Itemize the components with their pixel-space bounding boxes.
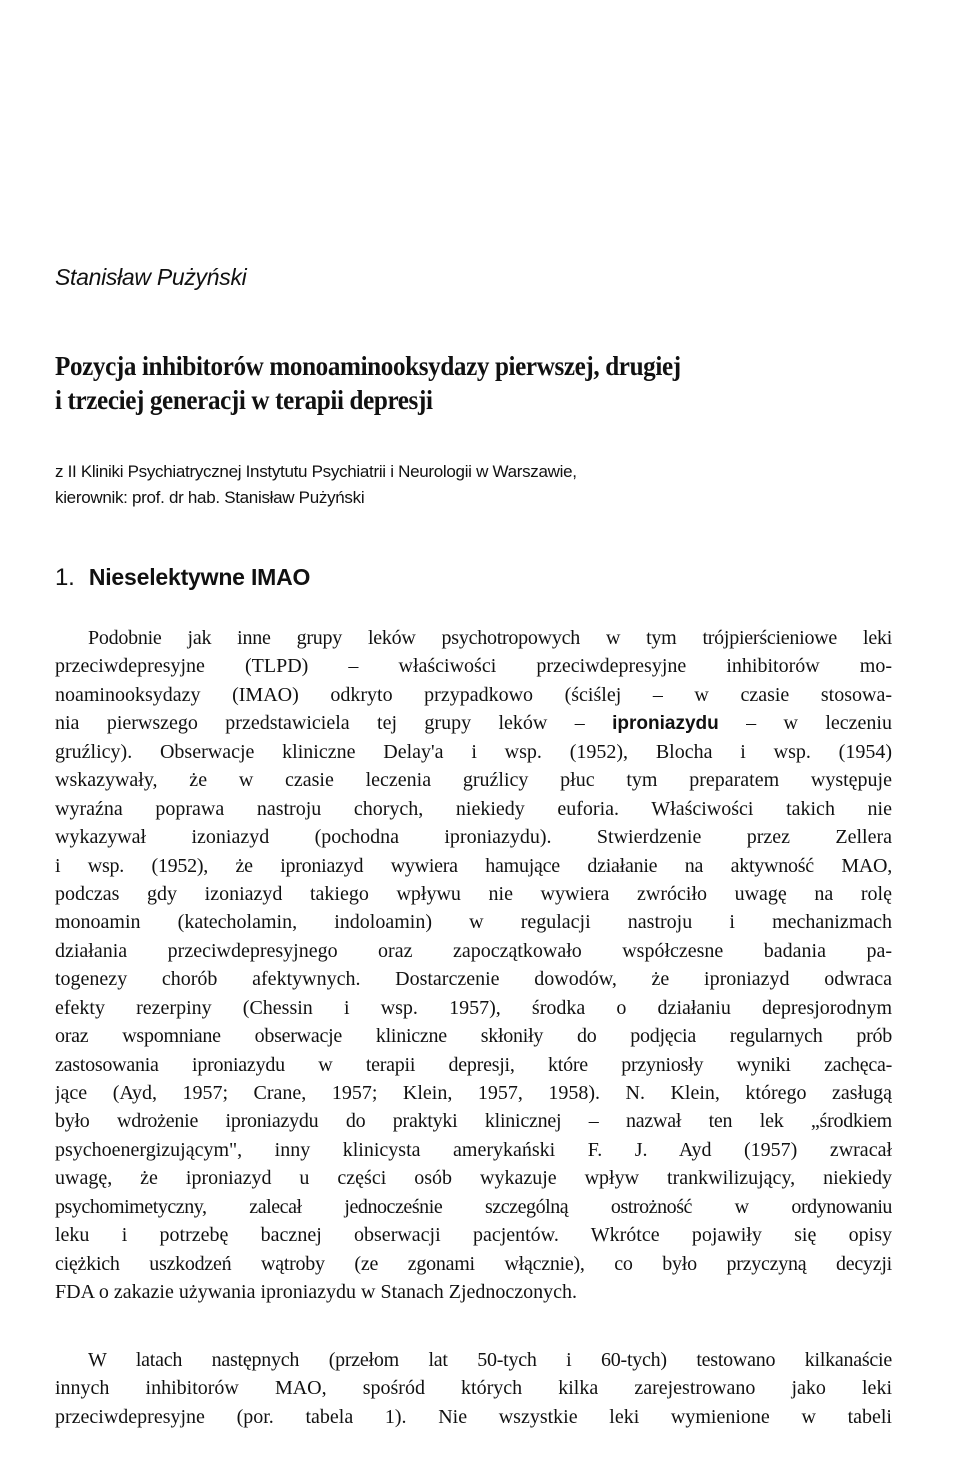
text-line: psychoenergizującym", inny klinicysta amerykański F. J. Ayd (1957) zwracał — [55, 1138, 892, 1161]
text-line: przeciwdepresyjne (por. tabela 1). Nie wszystkie leki wymienione w tabeli — [55, 1405, 892, 1428]
document-page — [55, 0, 892, 1476]
text-line: FDA o zakazie używania iproniazydu w Stanach Zjednoczonych. — [55, 1281, 578, 1304]
text-line: oraz wspomniane obserwacje kliniczne skłoniły do podjęcia regularnych prób — [55, 1025, 892, 1048]
title-line: Pozycja inhibitorów monoaminooksydazy pierwszej, drugiej — [55, 351, 681, 381]
text-line: i wsp. (1952), że iproniazyd wywiera hamujące działanie na aktywność MAO, — [55, 854, 892, 877]
author-name: Stanisław Pużyński — [55, 264, 247, 290]
paragraph-1 — [55, 624, 892, 1307]
text-line: psychomimetyczny, zalecał jednocześnie szczególną ostrożność w ordynowaniu — [55, 1195, 892, 1218]
text-line: zastosowania iproniazydu w terapii depresji, które przyniosły wyniki zachęca- — [55, 1053, 892, 1076]
article-title — [55, 349, 833, 417]
text-line: Podobnie jak inne grupy leków psychotropowych w tym trójpierścieniowe leki — [88, 627, 892, 649]
text-line: wskazywały, że w czasie leczenia gruźlicy płuc tym preparatem występuje — [55, 769, 892, 792]
text-line: togenezy chorób afektywnych. Dostarczenie dowodów, że iproniazyd odwraca — [55, 968, 892, 991]
text-line: działania przeciwdepresyjnego oraz zapoczątkowało współczesne badania pa- — [55, 939, 892, 962]
text-line: ciężkich uszkodzeń wątroby (ze zgonami włącznie), co było przyczyną decyzji — [55, 1252, 892, 1275]
affiliation-line: kierownik: prof. dr hab. Stanisław Pużyński — [55, 488, 365, 507]
text-line: monoamin (katecholamin, indoloamin) w regulacji nastroju i mechanizmach — [55, 911, 892, 934]
emphasized-term: iproniazydu — [612, 713, 719, 735]
text-line: noaminooksydazy (IMAO) odkryto przypadkowo (ściślej – w czasie stosowa- — [55, 683, 892, 706]
text-line: przeciwdepresyjne (TLPD) – właściwości przeciwdepresyjne inhibitorów mo- — [55, 655, 892, 678]
text-line: wykazywał izoniazyd (pochodna iproniazydu). Stwierdzenie przez Zellera — [55, 826, 892, 849]
section-heading — [55, 564, 310, 592]
text-line: uwagę, że iproniazyd u części osób wykazuje wpływ trankwilizujący, niekiedy — [55, 1167, 892, 1190]
text-line: było wdrożenie iproniazydu do praktyki klinicznej – nazwał ten lek „środkiem — [55, 1110, 892, 1133]
affiliation — [55, 459, 577, 511]
text-line: podczas gdy izoniazyd takiego wpływu nie wywiera zwróciło uwagę na rolę — [55, 882, 892, 905]
text-line: jące (Ayd, 1957; Crane, 1957; Klein, 1957, 1958). N. Klein, którego zasługą — [55, 1082, 892, 1104]
affiliation-line: z II Kliniki Psychiatrycznej Instytutu Psychiatrii i Neurologii w Warszawie, — [55, 462, 577, 481]
text-line: gruźlicy). Obserwacje kliniczne Delay'a i wsp. (1952), Blocha i wsp. (1954) — [55, 740, 892, 763]
text-line: leku i potrzebę bacznej obserwacji pacjentów. Wkrótce pojawiły się opisy — [55, 1224, 892, 1247]
text-line: W latach następnych (przełom lat 50-tych i 60-tych) testowano kilkanaście — [88, 1349, 892, 1371]
section-number: 1. — [55, 564, 75, 591]
text-line: innych inhibitorów MAO, spośród których kilka zarejestrowano jako leki — [55, 1377, 892, 1400]
text-line: wyraźna poprawa nastroju chorych, niekiedy euforia. Właściwości takich nie — [55, 797, 892, 820]
text-line: efekty rezerpiny (Chessin i wsp. 1957), środka o działaniu depresjorodnym — [55, 996, 892, 1019]
text-line: nia pierwszego przedstawiciela tej grupy leków – iproniazydu – w leczeniu — [55, 712, 892, 735]
paragraph-2 — [55, 1346, 892, 1431]
section-title: Nieselektywne IMAO — [88, 564, 311, 590]
title-line: i trzeciej generacji w terapii depresji — [55, 385, 433, 415]
